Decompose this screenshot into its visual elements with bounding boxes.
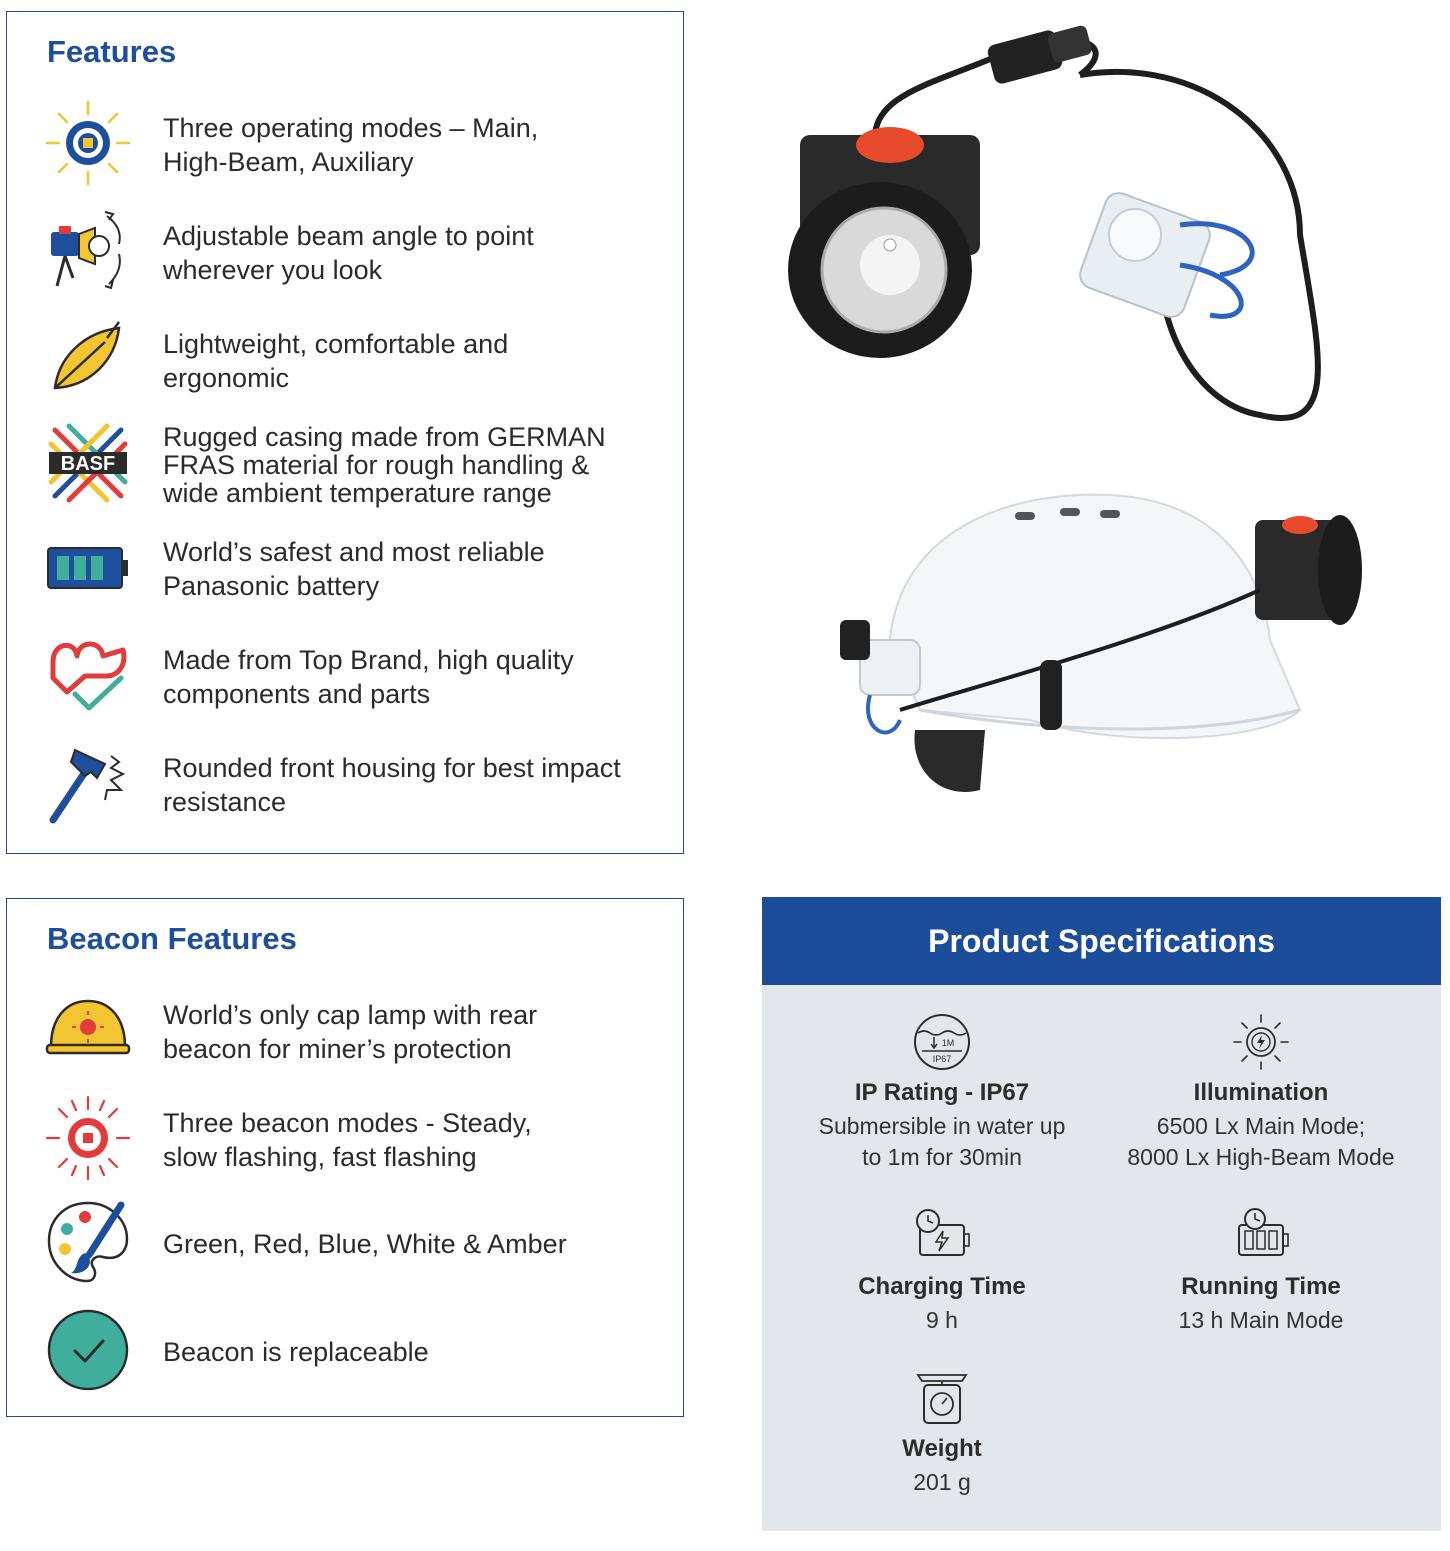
spec-value: 9 h bbox=[926, 1307, 958, 1333]
feature-text: World’s safest and most reliable Panasonic battery bbox=[163, 537, 545, 601]
battery-icon bbox=[45, 524, 131, 610]
features-title: Features bbox=[47, 34, 177, 69]
water-ip67-icon bbox=[910, 1013, 974, 1071]
svg-text:BASF: BASF bbox=[60, 453, 116, 475]
spec-item-running-time bbox=[1101, 1207, 1421, 1336]
running-clock-icon bbox=[1229, 1207, 1293, 1265]
beacon-features-title: Beacon Features bbox=[47, 921, 297, 956]
color-palette-icon bbox=[45, 1199, 131, 1285]
feature-item bbox=[45, 316, 665, 406]
feature-text: Adjustable beam angle to point wherever you look bbox=[163, 221, 534, 285]
feature-item bbox=[45, 740, 665, 830]
charging-clock-icon bbox=[910, 1207, 974, 1265]
feature-item bbox=[45, 208, 665, 298]
feature-item bbox=[45, 100, 665, 190]
feature-text: Rugged casing made from GERMAN FRAS material for rough handling & wide ambient temperature range bbox=[163, 422, 606, 508]
beacon-text: Green, Red, Blue, White & Amber bbox=[163, 1229, 567, 1259]
beacon-text: World’s only cap lamp with rear beacon for miner’s protection bbox=[163, 1000, 538, 1064]
beacon-item bbox=[45, 1307, 665, 1397]
spec-label: IP Rating - IP67 bbox=[854, 1079, 1030, 1106]
helmet-photo bbox=[830, 470, 1390, 860]
spec-label: Weight bbox=[902, 1435, 982, 1462]
beacon-text: Beacon is replaceable bbox=[163, 1337, 429, 1367]
features-panel bbox=[6, 11, 684, 854]
spec-item-illumination bbox=[1101, 1013, 1421, 1173]
spec-value: 201 g bbox=[913, 1469, 971, 1495]
feature-text: Made from Top Brand, high quality components and parts bbox=[163, 645, 574, 709]
feature-item bbox=[45, 632, 665, 722]
spec-label: Charging Time bbox=[858, 1273, 1026, 1300]
feature-text: Rounded front housing for best impact resistance bbox=[163, 753, 621, 817]
beacon-item bbox=[45, 1199, 665, 1289]
cap-lamp-photo bbox=[780, 15, 1430, 455]
beacon-item bbox=[45, 987, 665, 1077]
adjustable-lamp-icon bbox=[45, 208, 131, 294]
feature-text: Lightweight, comfortable and ergonomic bbox=[163, 329, 509, 393]
beacon-features-panel bbox=[6, 898, 684, 1417]
feature-text: Three operating modes – Main, High-Beam, Auxiliary bbox=[163, 113, 539, 177]
spec-value: 6500 Lx Main Mode; 8000 Lx High-Beam Mode bbox=[1127, 1113, 1395, 1170]
feature-item bbox=[45, 420, 665, 510]
quality-check-icon bbox=[45, 632, 131, 718]
feature-item bbox=[45, 524, 665, 614]
spec-label: Running Time bbox=[1181, 1273, 1341, 1300]
spec-label: Illumination bbox=[1193, 1079, 1329, 1106]
ip-depth-text: 1M bbox=[941, 1038, 955, 1048]
sun-mode-icon bbox=[45, 100, 131, 186]
hammer-impact-icon bbox=[45, 740, 131, 826]
spec-item-weight bbox=[782, 1369, 1102, 1498]
spec-item-charging-time bbox=[782, 1207, 1102, 1336]
spec-value: 13 h Main Mode bbox=[1178, 1307, 1344, 1333]
check-circle-icon bbox=[45, 1307, 131, 1393]
illumination-icon bbox=[1229, 1013, 1293, 1071]
beacon-modes-icon bbox=[45, 1095, 131, 1181]
feather-icon bbox=[45, 316, 131, 402]
spec-value: Submersible in water up to 1m for 30min bbox=[818, 1113, 1066, 1170]
spec-item-ip-rating bbox=[782, 1013, 1102, 1173]
helmet-beacon-icon bbox=[45, 987, 131, 1073]
basf-logo-icon bbox=[45, 420, 131, 506]
beacon-item bbox=[45, 1095, 665, 1185]
ip-code-text: IP67 bbox=[932, 1054, 952, 1064]
scale-weight-icon bbox=[910, 1369, 974, 1427]
product-specifications-panel bbox=[762, 985, 1441, 1531]
beacon-text: Three beacon modes - Steady, slow flashing, fast flashing bbox=[163, 1108, 532, 1172]
product-specifications-header: Product Specifications bbox=[762, 897, 1441, 985]
